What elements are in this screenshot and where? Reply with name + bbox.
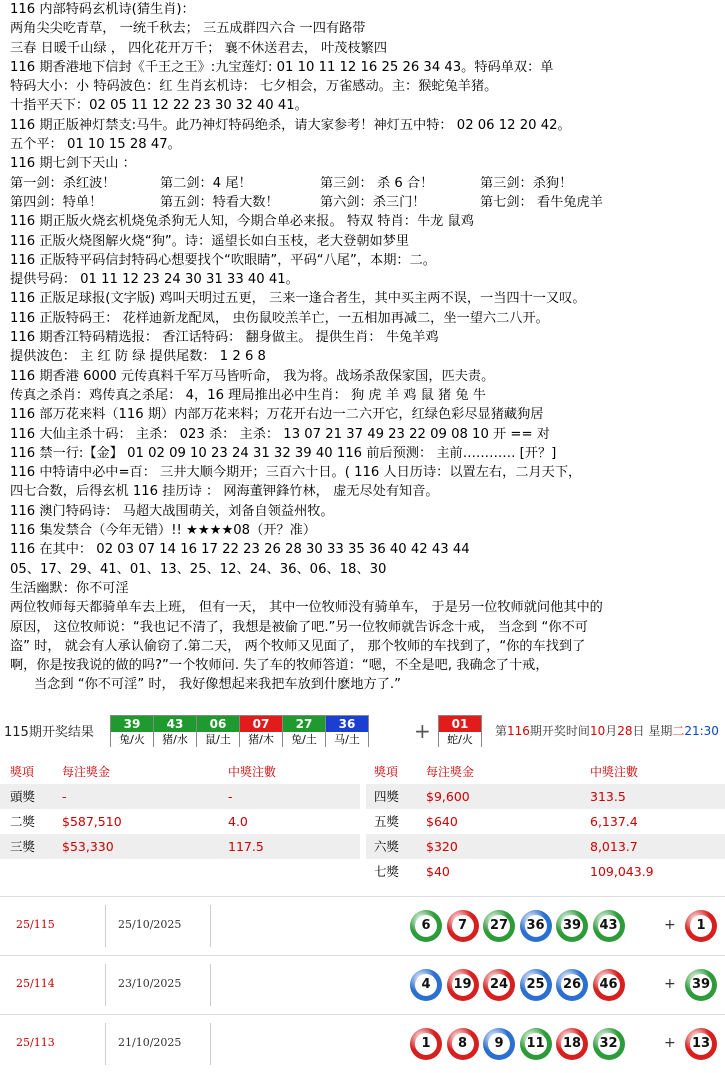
text-line: 116 正版火烧图解火烧“狗”。诗：遥望长如白玉枝，老大登朝如梦里 xyxy=(10,233,410,249)
text-segment: 第六剑：杀三门！ xyxy=(320,194,426,210)
prize-header: 中獎注數 xyxy=(228,760,276,784)
prize-header: 每注獎金 xyxy=(426,760,474,784)
lottery-ball xyxy=(593,1028,625,1060)
text-line: 116 期七剑下天山 ： xyxy=(10,156,136,172)
result-ball-zodiac: 猪/木 xyxy=(240,732,282,747)
history-row xyxy=(0,896,725,955)
next-day: 28 xyxy=(617,724,633,738)
lottery-ball-number: 32 xyxy=(598,1033,620,1055)
prize-header: 獎項 xyxy=(10,760,34,784)
result-ball-number: 07 xyxy=(240,716,282,732)
text-line: 116 集发禁合（今年无错）!! ★★★★08（开？准） xyxy=(10,523,317,539)
prize-row xyxy=(0,834,360,859)
lottery-ball-number: 26 xyxy=(561,974,583,996)
prize-winners: 8,013.7 xyxy=(590,839,638,854)
prize-amount: $587,510 xyxy=(62,814,122,829)
article-text xyxy=(10,0,722,695)
result-ball-zodiac: 鼠/土 xyxy=(197,732,239,747)
history-issue: 25/114 xyxy=(16,977,55,990)
result-ball-zodiac: 马/土 xyxy=(326,732,368,747)
lottery-ball-number: 6 xyxy=(415,915,437,937)
prize-row xyxy=(366,809,725,834)
prize-amount: $320 xyxy=(426,839,458,854)
special-lottery-ball xyxy=(685,1028,717,1060)
text-line: 提供号码： 01 11 12 23 24 30 31 33 40 41。 xyxy=(10,272,299,288)
lottery-ball-number: 7 xyxy=(452,915,474,937)
prize-name: 三獎 xyxy=(10,839,36,854)
text-line: 特码大小：小 特码波色：红 生肖玄机诗： 七夕相会，万雀感动。主：猴蛇兔羊猪。 xyxy=(10,79,498,95)
prize-amount: $53,330 xyxy=(62,839,114,854)
text-line: 十指平天下：02 05 11 12 22 23 30 32 40 41。 xyxy=(10,98,308,114)
lottery-ball-number: 11 xyxy=(525,1033,547,1055)
text-segment: 第四剑：特单！ xyxy=(10,194,103,210)
plus-sign: + xyxy=(414,719,431,743)
result-bar xyxy=(0,714,725,748)
text-segment: 第七剑： 看牛兔虎羊 xyxy=(480,194,603,210)
prize-header: 每注獎金 xyxy=(62,760,110,784)
text-line xyxy=(10,174,722,193)
text-segment: 第五剑：特看大数！ xyxy=(160,194,279,210)
column-divider xyxy=(210,1023,211,1065)
text-line: 116 部万花来料（116 期）内部万花来料；万花开右边一二六开它，红绿色彩尽显猪藏狗居 xyxy=(10,407,544,423)
lottery-ball-number: 25 xyxy=(525,974,547,996)
column-divider xyxy=(105,964,106,1006)
text-line: 05、17、29、41、01、13、25、12、24、36、06、18、30 xyxy=(10,561,387,577)
lottery-ball xyxy=(483,969,515,1001)
column-divider xyxy=(210,964,211,1006)
text-line: 两角尖尖吃青草， 一统千秋去； 三五成群四六合 一四有路带 xyxy=(10,21,366,37)
text-line: 116 期正版火烧玄机烧兔杀狗无人知，今期合单必来报。 特双 特肖：牛龙 鼠鸡 xyxy=(10,214,474,230)
text-line: 116 禁一行:【金】 01 02 09 10 23 24 31 32 39 40 116 前后预测： 主前………… [开？] xyxy=(10,445,557,461)
special-lottery-ball xyxy=(685,969,717,1001)
prize-winners: 313.5 xyxy=(590,789,626,804)
lottery-ball xyxy=(520,969,552,1001)
lottery-ball-number: 1 xyxy=(690,915,712,937)
history-date: 23/10/2025 xyxy=(118,977,182,990)
prize-name: 五獎 xyxy=(374,814,400,829)
prize-amount: $9,600 xyxy=(426,789,470,804)
lottery-ball xyxy=(447,910,479,942)
prize-header: 中獎注數 xyxy=(590,760,638,784)
result-ball xyxy=(325,715,369,747)
result-title: 115期开奖结果 xyxy=(4,725,94,740)
lottery-ball-number: 19 xyxy=(452,974,474,996)
next-issue: 116 xyxy=(507,724,530,738)
result-ball xyxy=(153,715,197,747)
next-weekday: 二 xyxy=(672,724,685,738)
text-line: 116 大仙主杀十码： 主杀： 023 杀： 主杀： 13 07 21 37 49 23 22 09 08 10 开 == 对 xyxy=(10,426,550,442)
result-ball-number: 27 xyxy=(283,716,325,732)
lottery-ball xyxy=(556,969,588,1001)
lottery-ball-number: 8 xyxy=(452,1033,474,1055)
lottery-ball-number: 18 xyxy=(561,1033,583,1055)
text-segment: 第三剑：杀狗！ xyxy=(480,175,573,191)
lottery-ball xyxy=(410,969,442,1001)
text-line: 116 正版特码王： 花样迪新龙配凤， 虫伤鼠咬羔羊亡，一五相加再减二，坐一望六二八开。 xyxy=(10,310,549,326)
lottery-ball-number: 46 xyxy=(598,974,620,996)
prize-winners: 4.0 xyxy=(228,814,248,829)
result-ball-number: 06 xyxy=(197,716,239,732)
text-line: 生活幽默：你不可淫 xyxy=(10,580,129,596)
lottery-ball-number: 9 xyxy=(488,1033,510,1055)
prize-amount: $40 xyxy=(426,864,450,879)
lottery-ball xyxy=(483,910,515,942)
special-ball xyxy=(438,715,482,747)
lottery-ball xyxy=(410,1028,442,1060)
text-line: 当念到 “你不可淫” 时， 我好像想起来我把车放到什麽地方了.” xyxy=(34,677,401,693)
prize-winners: 109,043.9 xyxy=(590,864,654,879)
lottery-ball xyxy=(520,910,552,942)
text-line: 四七合数，后得玄机 116 挂历诗 ： 网海董钾鋒竹林， 虚无尽处有知音。 xyxy=(10,484,439,500)
column-divider xyxy=(210,905,211,947)
lottery-ball-number: 4 xyxy=(415,974,437,996)
column-divider xyxy=(105,905,106,947)
prize-amount: $640 xyxy=(426,814,458,829)
lottery-ball-number: 1 xyxy=(415,1033,437,1055)
lottery-ball xyxy=(410,910,442,942)
lottery-ball xyxy=(447,969,479,1001)
history-row xyxy=(0,955,725,1014)
lottery-ball-number: 39 xyxy=(690,974,712,996)
result-ball xyxy=(196,715,240,747)
text-segment: 第三剑： 杀 6 合！ xyxy=(320,175,434,191)
text-line: 传真之杀肖：鸡传真之杀尾： 4，16 理局推出必中生肖： 狗 虎 羊 鸡 鼠 猪 兔 牛 xyxy=(10,387,486,403)
text-line: 五个平： 01 10 15 28 47。 xyxy=(10,137,181,153)
result-ball xyxy=(110,715,154,747)
history-row xyxy=(0,1014,725,1073)
text-line: 两位牧师每天都骑单车去上班， 但有一天， 其中一位牧师没有骑单车， 于是另一位牧师就问他其中的 xyxy=(10,600,603,616)
lottery-ball-number: 43 xyxy=(598,915,620,937)
history-issue: 25/113 xyxy=(16,1036,55,1049)
text-line: 116 内部特码玄机诗(猜生肖)： xyxy=(10,2,195,17)
lottery-ball xyxy=(556,1028,588,1060)
lottery-ball xyxy=(520,1028,552,1060)
lottery-ball xyxy=(556,910,588,942)
prize-name: 七獎 xyxy=(374,864,400,879)
prize-name: 四獎 xyxy=(374,789,400,804)
text-line: 116 正版特平码信封特码心想要找个“吹眼睛”，平码“八尾”，本期：二。 xyxy=(10,252,436,268)
prize-name: 二獎 xyxy=(10,814,36,829)
result-ball-zodiac: 猪/水 xyxy=(154,732,196,747)
result-ball-number: 43 xyxy=(154,716,196,732)
lottery-ball-number: 39 xyxy=(561,915,583,937)
prize-winners: - xyxy=(228,789,233,804)
text-line: 116 期香港地下信封《千王之王》:九宝莲灯: 01 10 11 12 16 25 26 34 43。特码单双：单 xyxy=(10,59,554,75)
plus-sign: + xyxy=(664,1035,676,1051)
lottery-ball xyxy=(483,1028,515,1060)
prize-winners: 6,137.4 xyxy=(590,814,638,829)
lottery-ball xyxy=(593,969,625,1001)
lottery-ball xyxy=(593,910,625,942)
lottery-ball xyxy=(447,1028,479,1060)
text-line: 116 期香江特码精选报： 香江话特码： 翻身做主。 提供生肖： 牛兔羊鸡 xyxy=(10,330,439,346)
prize-row xyxy=(366,834,725,859)
prize-amount: - xyxy=(62,789,67,804)
text-line: 116 正版足球报(文字版) 鸡叫天明过五更， 三来一逢合者生，其中买主两不误，一当四十一又叹。 xyxy=(10,291,586,307)
text-segment: 第二剑：4 尾！ xyxy=(160,175,252,191)
result-ball-number: 36 xyxy=(326,716,368,732)
result-ball-number: 39 xyxy=(111,716,153,732)
text-line: 116 期正版神灯禁支:马牛。此乃神灯特码绝杀，请大家参考！神灯五中特： 02 06 12 20 42。 xyxy=(10,117,571,133)
text-line xyxy=(10,193,722,212)
text-line: 116 中特请中必中=百： 三井大顺今期开；三百六十日。( 116 人日历诗：以置左右，二月天下， xyxy=(10,465,582,481)
history-issue: 25/115 xyxy=(16,918,55,931)
prize-table xyxy=(0,760,725,884)
history-table xyxy=(0,896,725,1072)
result-ball xyxy=(239,715,283,747)
text-line: 提供波色： 主 红 防 绿 提供尾数： 1 2 6 8 xyxy=(10,349,266,365)
text-line: 116 澳门特码诗： 马超大战围萌关，刘备自领益州牧。 xyxy=(10,503,334,519)
text-line: 116 期香港 6000 元传真料千军万马皆听命， 我为将。战场杀敌保家国，匹夫责。 xyxy=(10,368,495,384)
prize-header: 獎項 xyxy=(374,760,398,784)
result-ball xyxy=(282,715,326,747)
prize-row xyxy=(0,784,360,809)
result-ball-zodiac: 兔/土 xyxy=(283,732,325,747)
prize-winners: 117.5 xyxy=(228,839,264,854)
text-line: 三春 日暖千山绿 ， 四化花开万千； 襄不休送君去， 叶茂枝繁四 xyxy=(10,40,388,56)
history-date: 25/10/2025 xyxy=(118,918,182,931)
next-time: 21:30 xyxy=(684,724,719,738)
text-line: 盗” 时， 就会有人承认偷窃了.第二天， 两个牧师又见面了， 那个牧师的车找到了，“你的车找到了 xyxy=(10,638,586,654)
plus-sign: + xyxy=(664,976,676,992)
lottery-ball-number: 27 xyxy=(488,915,510,937)
text-segment: 第一剑：杀红波！ xyxy=(10,175,116,191)
lottery-ball-number: 13 xyxy=(690,1033,712,1055)
lottery-ball-number: 24 xyxy=(488,974,510,996)
result-ball-zodiac: 兔/火 xyxy=(111,732,153,747)
text-line: 原因， 这位牧师说：“我也记不清了，我想是被偷了吧.”另一位牧师就告诉念十戒， 当念到 “你不可 xyxy=(10,619,588,635)
prize-row xyxy=(0,809,360,834)
text-line: 116 在其中： 02 03 07 14 16 17 22 23 26 28 30 33 35 36 40 42 43 44 xyxy=(10,542,470,558)
next-draw-info: 第116期开奖时间10月28日 星期二21:30 xyxy=(495,724,719,738)
history-date: 21/10/2025 xyxy=(118,1036,182,1049)
prize-row xyxy=(366,784,725,809)
lottery-ball-number: 36 xyxy=(525,915,547,937)
plus-sign: + xyxy=(664,917,676,933)
prize-name: 頭獎 xyxy=(10,789,36,804)
next-month: 10 xyxy=(589,724,606,738)
prize-name: 六獎 xyxy=(374,839,400,854)
column-divider xyxy=(105,1023,106,1065)
prize-row xyxy=(366,859,725,884)
special-ball-zodiac: 蛇/火 xyxy=(439,732,481,747)
special-ball-number: 01 xyxy=(439,716,481,732)
special-lottery-ball xyxy=(685,910,717,942)
text-line: 啊，你是按我说的做的吗?”一个牧师问. 失了车的牧师答道：“嗯，不全是吧, 我确念了十戒， xyxy=(10,658,549,674)
